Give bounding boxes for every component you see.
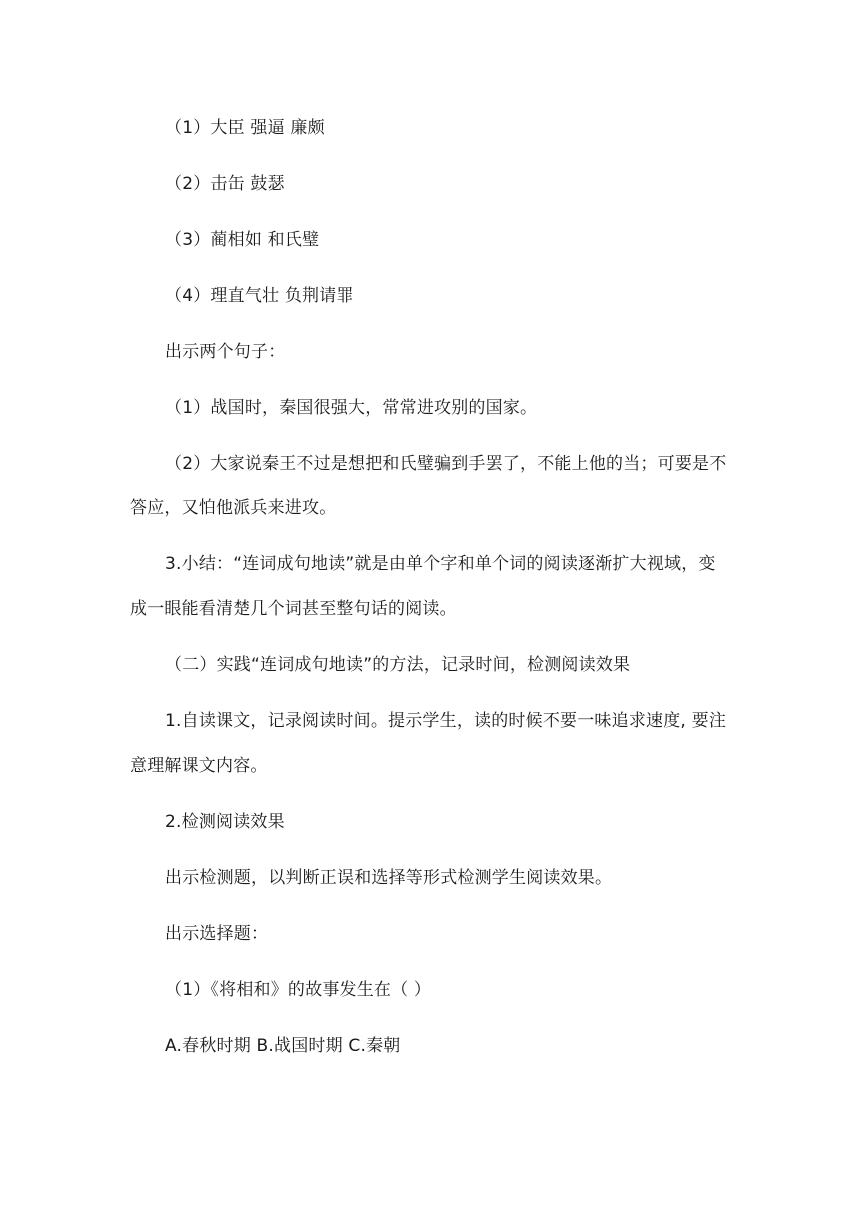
- sentence-2-line-2: 答应，又怕他派兵来进攻。: [130, 498, 337, 518]
- summary-line-1: 3.小结：“连词成句地读”就是由单个字和单个词的阅读逐渐扩大视域，变: [165, 554, 716, 574]
- test-description: 出示检测题，以判断正误和选择等形式检测学生阅读效果。: [165, 868, 613, 888]
- question-1-options: A.春秋时期 B.战国时期 C.秦朝: [165, 1036, 401, 1056]
- question-1: （1）《将相和》的故事发生在（ ）: [165, 980, 432, 1000]
- section-heading-practice: （二）实践“连词成句地读”的方法，记录时间，检测阅读效果: [165, 655, 631, 675]
- sentence-1: （1）战国时，秦国很强大，常常进攻别的国家。: [165, 398, 538, 418]
- vocab-group-4: （4）理直气壮 负荆请罪: [165, 286, 354, 306]
- sentence-2-line-1: （2）大家说秦王不过是想把和氏璧骗到手罢了，不能上他的当；可要是不: [165, 454, 727, 474]
- vocab-group-2: （2）击缶 鼓瑟: [165, 174, 285, 194]
- step-2-heading: 2.检测阅读效果: [165, 812, 285, 832]
- summary-line-2: 成一眼能看清楚几个词甚至整句话的阅读。: [130, 599, 457, 619]
- step-1-line-1: 1.自读课文，记录阅读时间。提示学生，读的时候不要一味追求速度, 要注: [165, 711, 727, 731]
- step-1-line-2: 意理解课文内容。: [130, 756, 268, 776]
- vocab-group-1: （1）大臣 强逼 廉颇: [165, 118, 325, 138]
- vocab-group-3: （3）蔺相如 和氏璧: [165, 230, 320, 250]
- choice-heading: 出示选择题：: [165, 924, 269, 944]
- sentences-heading: 出示两个句子：: [165, 342, 286, 362]
